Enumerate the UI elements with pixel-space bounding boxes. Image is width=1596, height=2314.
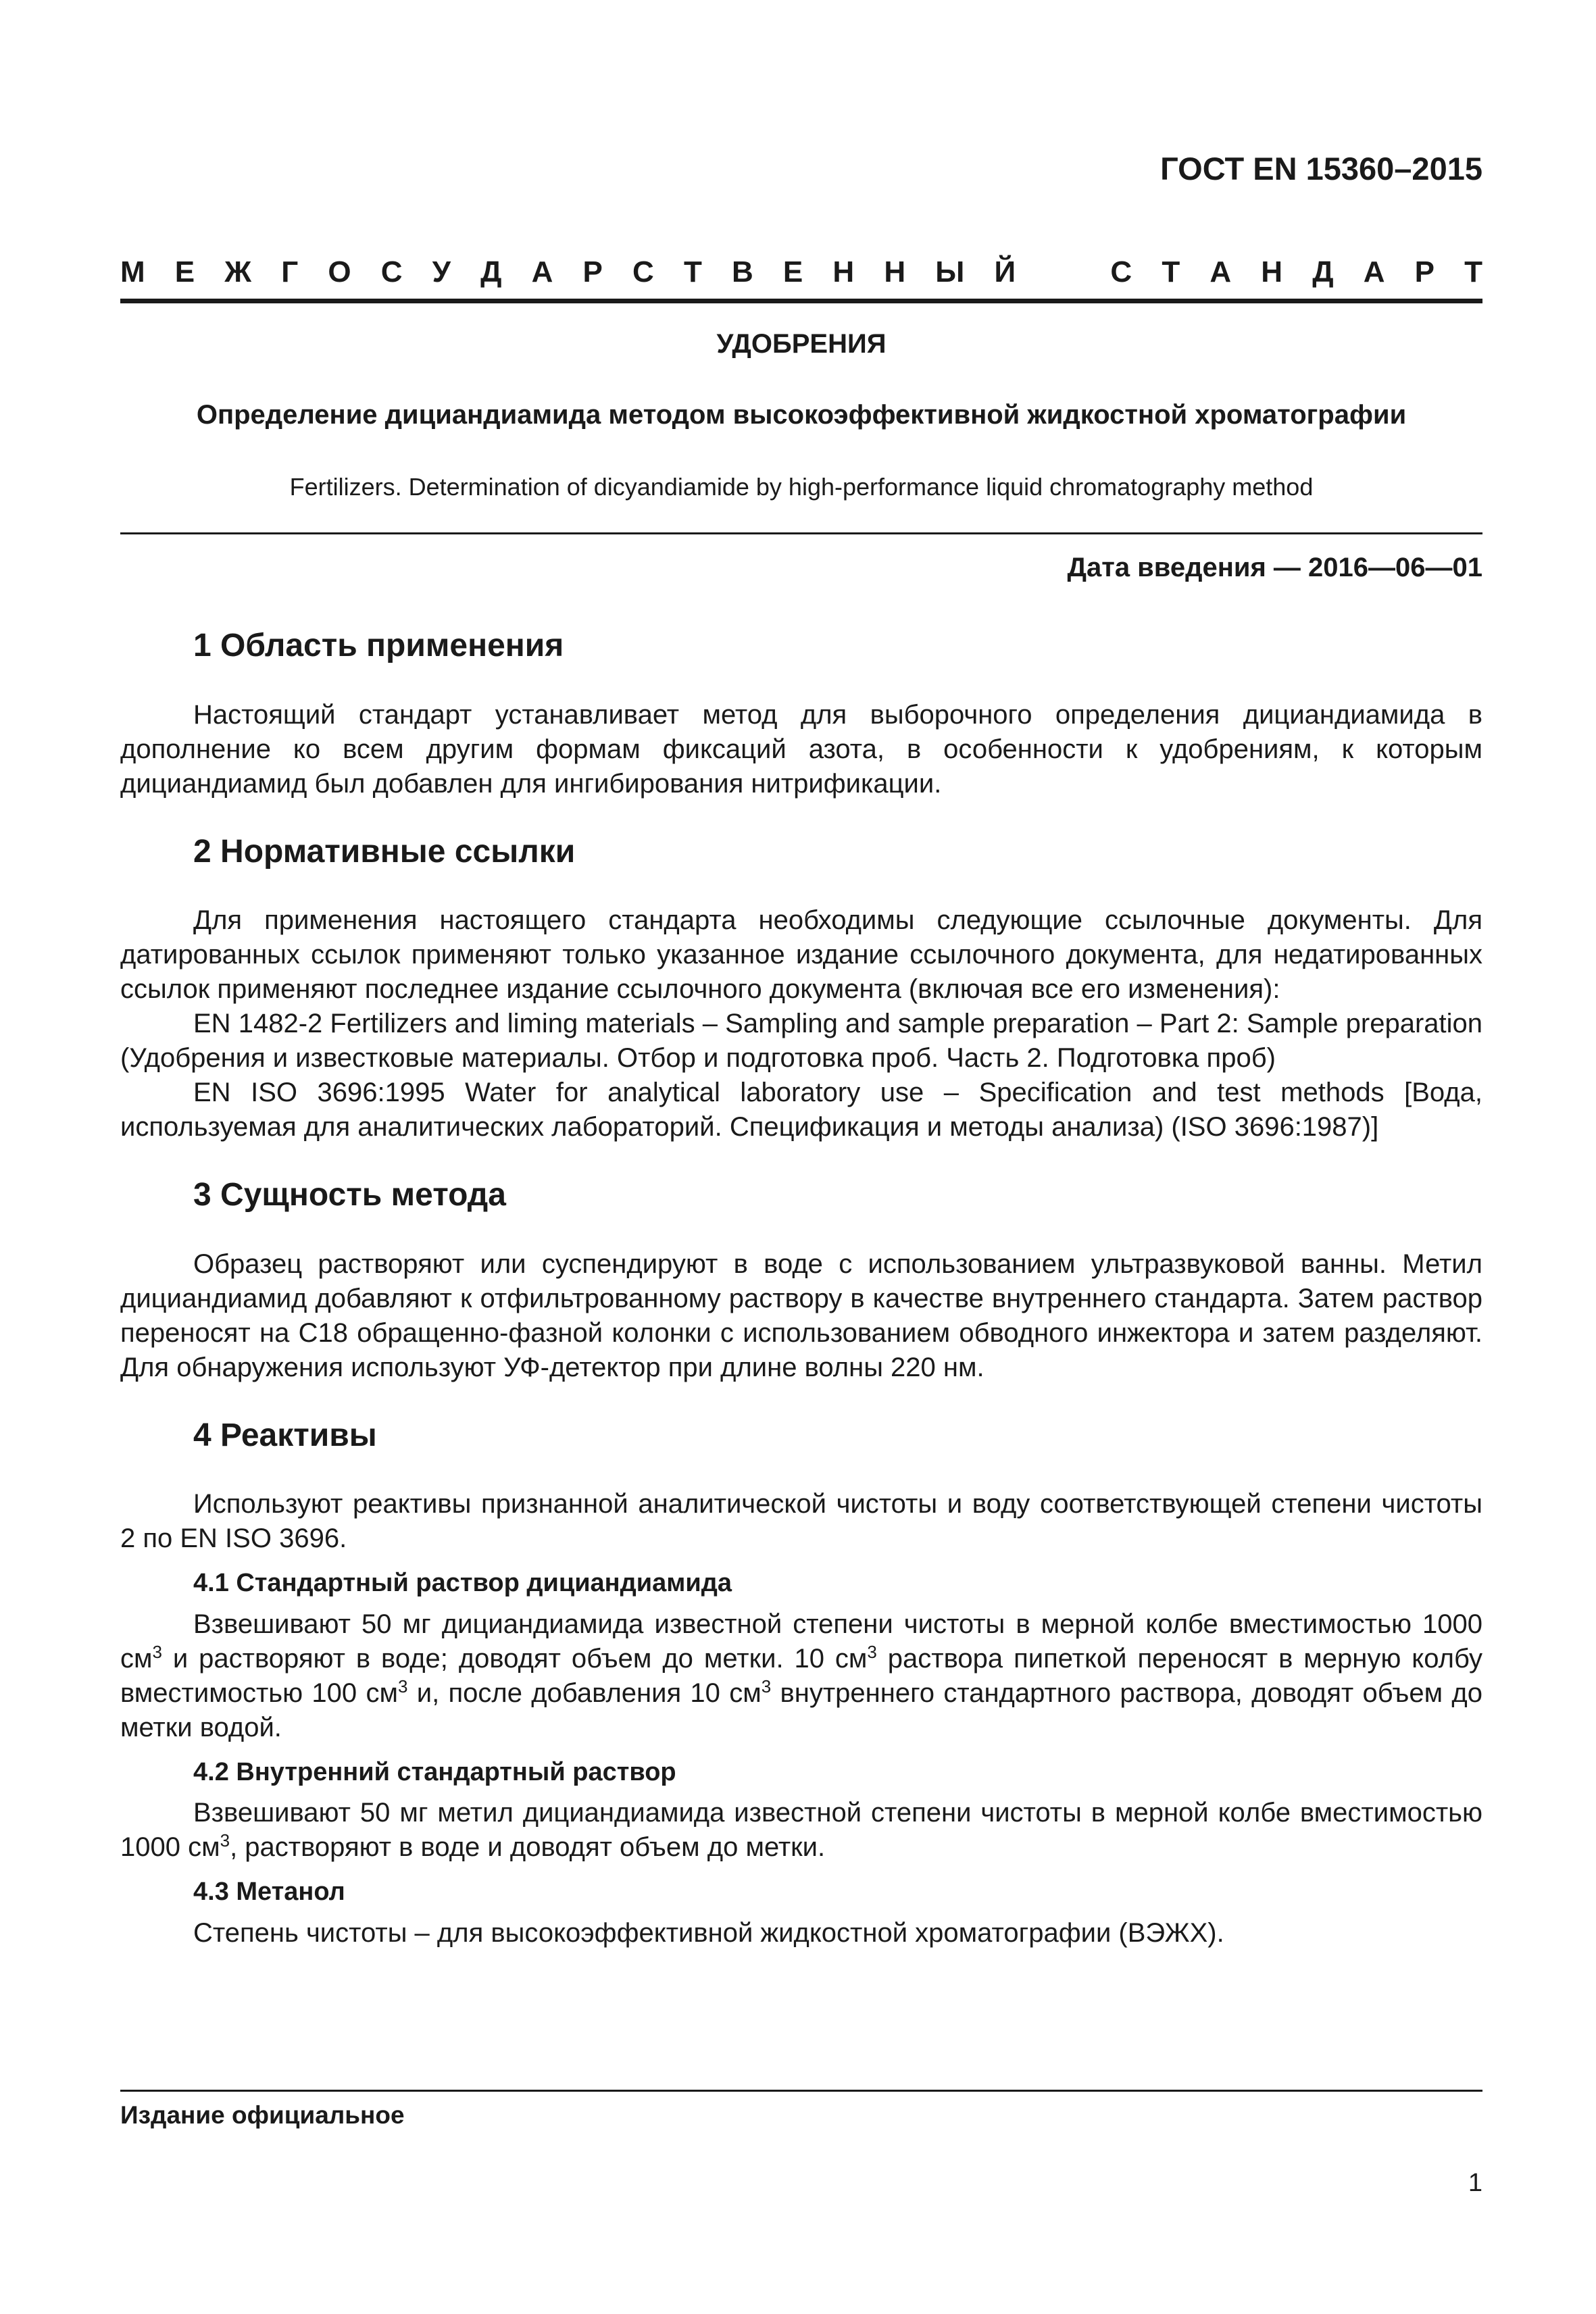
reference-entry: EN ISO 3696:1995 Water for analytical laboratory use – Specification and test methods [Вода, используемая для аналитических лабораторий. Спецификация и методы анализа) (ISO 3696:1987)] <box>120 1078 1482 1142</box>
spaced-letter: Й <box>994 255 1016 288</box>
section-reagents <box>120 1416 1482 1951</box>
standard-designation: ГОСТ EN 15360–2015 <box>1160 151 1482 186</box>
spaced-letter: А <box>1210 255 1232 288</box>
spaced-letter: У <box>432 255 451 288</box>
spaced-letter: Т <box>683 255 702 288</box>
spaced-letter: Т <box>1464 255 1482 288</box>
spaced-letter: С <box>632 255 654 288</box>
english-title: Fertilizers. Determination of dicyandiamide by high-performance liquid chromatography method <box>289 473 1314 501</box>
spaced-letter: А <box>1363 255 1385 288</box>
section-heading: 3 Сущность метода <box>193 1177 506 1213</box>
paragraph: Взвешивают 50 мг дициандиамида известной степени чистоты в мерной колбе вместимостью 1000 $см^3$ и растворяют в воде; доводят объем до метки. 10 $см^3$ раствора пипеткой переносят в мерную колбу вместимостью 100 $см^3$ и, после добавления 10 $см^3$ внутреннего стандартного раствора, доводят объем до метки водой. <box>120 1609 1482 1742</box>
spaced-letter: Е <box>174 255 195 288</box>
spaced-letter: Д <box>1312 255 1334 288</box>
subsection-heading: 4.3 Метанол <box>193 1878 345 1907</box>
paragraph: Используют реактивы признанной аналитической чистоты и воду соответствующей степени чистоты 2 по EN ISO 3696. <box>120 1489 1482 1554</box>
footer-divider <box>120 2090 1482 2092</box>
paragraph: Степень чистоты – для высокоэффективной жидкостной хроматографии (ВЭЖХ). <box>193 1917 1224 1948</box>
spaced-letter: Н <box>832 255 855 288</box>
spaced-letter: Р <box>582 255 603 288</box>
document-page <box>120 0 1482 2314</box>
subsection-heading: 4.1 Стандартный раствор дициандиамида <box>193 1569 732 1598</box>
spaced-letter: Т <box>1162 255 1180 288</box>
spaced-letter: Ы <box>935 255 965 288</box>
spaced-letter: Ж <box>224 255 252 288</box>
section-heading: 1 Область применения <box>193 628 564 663</box>
section-method-principle <box>120 1176 1482 1385</box>
paragraph: Взвешивают 50 мг метил дициандиамида известной степени чистоты в мерной колбе вместимостью 1000 $см^3$, растворяют в воде и доводят объем до метки. <box>120 1798 1482 1863</box>
spaced-letter: Н <box>1261 255 1283 288</box>
spaced-letter: В <box>732 255 753 288</box>
document-body <box>120 611 1482 1951</box>
section-heading: 2 Нормативные ссылки <box>193 833 576 870</box>
reference-entry: EN 1482-2 Fertilizers and liming materials – Sampling and sample preparation – Part 2: Sample preparation (Удобрения и известковые материалы. Отбор и подготовка проб. Часть 2. Подготовка проб) <box>120 1009 1482 1074</box>
paragraph: Настоящий стандарт устанавливает метод для выборочного определения дициандиамида в дополнение ко всем другим формам фиксаций азота, в особенности к удобрениям, к которым дициандиамид был добавлен для ингибирования нитрификации. <box>120 699 1482 799</box>
section-heading: 4 Реактивы <box>193 1417 377 1453</box>
spaced-letter: Р <box>1414 255 1435 288</box>
spaced-letter: Д <box>480 255 502 288</box>
subsection-heading: 4.2 Внутренний стандартный раствор <box>193 1757 676 1786</box>
section-normative-references <box>120 832 1482 1145</box>
spaced-letter: А <box>531 255 553 288</box>
section-scope <box>120 626 1482 801</box>
document-subtitle: Определение дициандиамида методом высокоэффективной жидкостной хроматографии <box>196 400 1407 430</box>
header-divider <box>120 532 1482 534</box>
spaced-letter: С <box>1110 255 1132 288</box>
spaced-letter: О <box>328 255 351 288</box>
introduction-date: Дата введения — 2016—06—01 <box>1067 553 1482 582</box>
spaced-letter: Н <box>884 255 906 288</box>
spaced-letter: С <box>380 255 403 288</box>
paragraph: Для применения настоящего стандарта необходимы следующие ссылочные документы. Для датированных ссылок применяют только указанное издание ссылочного документа, для недатированных ссылок применяют последнее издание ссылочного документа (включая все его изменения): <box>120 905 1482 1005</box>
spaced-letter: Г <box>281 255 299 288</box>
document-title: УДОБРЕНИЯ <box>716 329 887 359</box>
spaced-letter: Е <box>782 255 803 288</box>
page-number: 1 <box>1468 2169 1482 2197</box>
spaced-letter: М <box>120 255 145 288</box>
paragraph: Образец растворяют или суспендируют в воде с использованием ультразвуковой ванны. Метил дициандиамид добавляют к отфильтрованному раствору в качестве внутреннего стандарта. Затем раствор переносят на C18 обращенно-фазной колонки с использованием обводного инжектора и затем разделяют. Для обнаружения используют УФ-детектор при длине волны 220 нм. <box>120 1249 1482 1382</box>
official-edition-label: Издание официальное <box>120 2101 405 2129</box>
interstate-standard-heading <box>120 255 1482 289</box>
header-thick-rule <box>120 299 1482 303</box>
